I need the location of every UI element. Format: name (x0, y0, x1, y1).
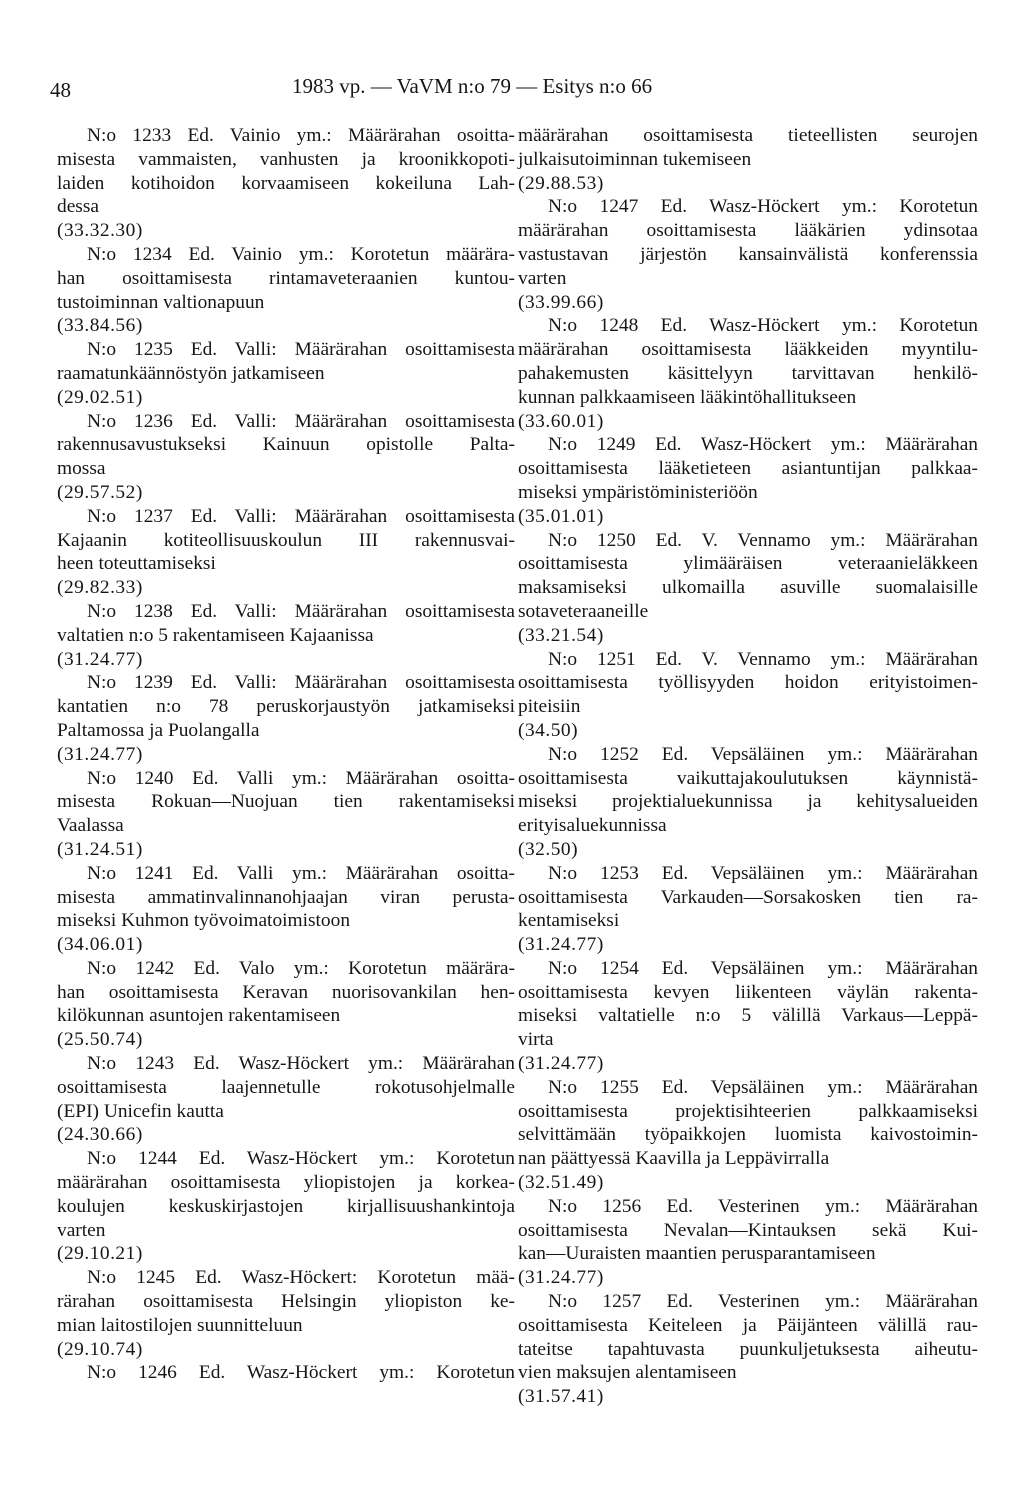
budget-reference-line: (31.24.77) (57, 648, 143, 670)
text-line: kantatien n:o 78 peruskorjaustyön jatkamiseksi (57, 696, 515, 718)
running-head: 1983 vp. — VaVM n:o 79 — Esitys n:o 66 (292, 74, 653, 98)
text-line: han osoittamisesta rintamaveteraanien kuntou- (57, 267, 515, 289)
text-line: rärahan osoittamisesta Helsingin yliopiston ke- (57, 1291, 515, 1313)
text-line: osoittamisesta lääketieteen asiantuntijan palkkaa- (518, 458, 978, 480)
text-line: nan päättyessä Kaavilla ja Leppävirralla (518, 1148, 830, 1170)
budget-reference-line: (29.10.21) (57, 1243, 143, 1265)
text-line: sotaveteraaneille (518, 600, 649, 622)
text-line: varten (518, 267, 567, 289)
text-line: misesta vammaisten, vanhusten ja kroonikkopoti- (57, 148, 515, 170)
text-line: osoittamisesta kevyen liikenteen väylän rakenta- (518, 981, 978, 1003)
left-column (57, 124, 515, 1385)
budget-reference-line: (31.24.77) (57, 743, 143, 765)
text-line: N:o 1240 Ed. Valli ym.: Määrärahan osoitta- (87, 767, 515, 789)
text-line: kentamiseksi (518, 910, 620, 932)
budget-reference-line: (33.21.54) (518, 624, 604, 646)
text-line: heen toteuttamiseksi (57, 553, 216, 575)
text-line: N:o 1255 Ed. Vepsäläinen ym.: Määrärahan (548, 1076, 978, 1098)
right-column (518, 124, 978, 1409)
text-line: kilökunnan asuntojen rakentamiseen (57, 1005, 341, 1027)
budget-reference-line: (33.99.66) (518, 291, 604, 313)
text-line: tustoiminnan valtionapuun (57, 291, 265, 313)
budget-reference-line: (29.82.33) (57, 577, 143, 599)
budget-reference-line: (33.32.30) (57, 220, 143, 242)
text-line: vien maksujen alentamiseen (518, 1362, 737, 1384)
text-line: miseksi valtatielle n:o 5 välillä Varkaus—Leppä- (518, 1005, 978, 1027)
text-line: N:o 1247 Ed. Wasz-Höckert ym.: Korotetun (548, 196, 978, 218)
text-line: kunnan palkkaamiseen lääkintöhallitukseen (518, 386, 857, 408)
text-line: misesta ammatinvalinnanohjaajan viran perusta- (57, 886, 515, 908)
text-line: kan—Uuraisten maantien perusparantamiseen (518, 1243, 876, 1265)
page-number: 48 (50, 78, 71, 102)
budget-reference-line: (33.60.01) (518, 410, 604, 432)
text-line: N:o 1249 Ed. Wasz-Höckert ym.: Määrärahan (548, 434, 978, 456)
text-line: N:o 1252 Ed. Vepsäläinen ym.: Määrärahan (548, 743, 978, 765)
text-line: N:o 1235 Ed. Valli: Määrärahan osoittamisesta (87, 339, 515, 361)
text-line: vastustavan järjestön kansainvälistä konferenssia (518, 243, 978, 265)
text-line: N:o 1250 Ed. V. Vennamo ym.: Määrärahan (548, 529, 978, 551)
budget-reference-line: (31.57.41) (518, 1386, 604, 1408)
budget-reference-line: (31.24.51) (57, 838, 143, 860)
text-line: rakennusavustukseksi Kainuun opistolle Palta- (57, 434, 515, 456)
text-line: N:o 1239 Ed. Valli: Määrärahan osoittamisesta (87, 672, 515, 694)
text-line: osoittamisesta työllisyyden hoidon erityistoimen- (518, 672, 978, 694)
text-line: miseksi Kuhmon työvoimatoimistoon (57, 910, 351, 932)
text-line: määrärahan osoittamisesta lääkärien ydinsotaa (518, 220, 978, 242)
budget-reference-line: (31.24.77) (518, 1267, 604, 1289)
budget-reference-line: (31.24.77) (518, 1053, 604, 1075)
text-line: tateitse tapahtuvasta puunkuljetuksesta aiheutu- (518, 1338, 978, 1360)
text-line: N:o 1245 Ed. Wasz-Höckert: Korotetun mää- (87, 1267, 515, 1289)
text-line: maksamiseksi ulkomailla asuville suomalaisille (518, 577, 978, 599)
text-line: miseksi projektialuekunnissa ja kehitysalueiden (518, 791, 978, 813)
budget-reference-line: (24.30.66) (57, 1124, 143, 1146)
text-line: N:o 1237 Ed. Valli: Määrärahan osoittamisesta (87, 505, 515, 527)
text-line: N:o 1246 Ed. Wasz-Höckert ym.: Korotetun (87, 1362, 515, 1384)
text-line: piteisiin (518, 696, 581, 718)
text-line: osoittamisesta vaikuttajakoulutuksen käynnistä- (518, 767, 978, 789)
text-line: valtatien n:o 5 rakentamiseen Kajaanissa (57, 624, 374, 646)
budget-reference-line: (29.88.53) (518, 172, 604, 194)
text-line: raamatunkäännöstyön jatkamiseen (57, 362, 325, 384)
text-line: N:o 1241 Ed. Valli ym.: Määrärahan osoitta- (87, 862, 515, 884)
budget-reference-line: (35.01.01) (518, 505, 604, 527)
text-line: Paltamossa ja Puolangalla (57, 719, 260, 741)
text-line: N:o 1238 Ed. Valli: Määrärahan osoittamisesta (87, 600, 515, 622)
text-line: mian laitostilojen suunnitteluun (57, 1314, 303, 1336)
text-line: N:o 1254 Ed. Vepsäläinen ym.: Määrärahan (548, 957, 978, 979)
text-line: N:o 1256 Ed. Vesterinen ym.: Määrärahan (548, 1195, 978, 1217)
budget-reference-line: (34.06.01) (57, 934, 143, 956)
budget-reference-line: (31.24.77) (518, 934, 604, 956)
text-line: osoittamisesta Keiteleen ja Päijänteen välillä rau- (518, 1314, 978, 1336)
budget-reference-line: (29.02.51) (57, 386, 143, 408)
budget-reference-line: (29.57.52) (57, 481, 143, 503)
text-line: N:o 1248 Ed. Wasz-Höckert ym.: Korotetun (548, 315, 978, 337)
budget-reference-line: (32.50) (518, 838, 579, 860)
text-line: pahakemusten käsittelyyn tarvittavan henkilö- (518, 362, 978, 384)
text-line: varten (57, 1219, 106, 1241)
text-line: N:o 1253 Ed. Vepsäläinen ym.: Määrärahan (548, 862, 978, 884)
text-line: N:o 1234 Ed. Vainio ym.: Korotetun määrära- (87, 243, 515, 265)
budget-reference-line: (33.84.56) (57, 315, 143, 337)
budget-reference-line: (34.50) (518, 719, 579, 741)
text-line: osoittamisesta ylimääräisen veteraanieläkkeen (518, 553, 978, 575)
budget-reference-line: (25.50.74) (57, 1029, 143, 1051)
text-line: N:o 1243 Ed. Wasz-Höckert ym.: Määrärahan (87, 1053, 515, 1075)
text-line: julkaisutoiminnan tukemiseen (518, 148, 752, 170)
text-line: N:o 1244 Ed. Wasz-Höckert ym.: Korotetun (87, 1148, 515, 1170)
text-line: N:o 1257 Ed. Vesterinen ym.: Määrärahan (548, 1291, 978, 1313)
text-line: erityisaluekunnissa (518, 815, 667, 837)
text-line: osoittamisesta laajennetulle rokotusohjelmalle (57, 1076, 515, 1098)
text-line: mossa (57, 458, 106, 480)
text-line: virta (518, 1029, 554, 1051)
text-line: dessa (57, 196, 100, 218)
text-line: N:o 1251 Ed. V. Vennamo ym.: Määrärahan (548, 648, 978, 670)
text-line: (EPI) Unicefin kautta (57, 1100, 224, 1122)
text-line: määrärahan osoittamisesta lääkkeiden myyntilu- (518, 339, 978, 361)
text-line: N:o 1233 Ed. Vainio ym.: Määrärahan osoitta- (87, 125, 515, 146)
text-line: misesta Rokuan—Nuojuan tien rakentamiseksi (57, 791, 515, 813)
text-line: Vaalassa (57, 815, 124, 837)
text-line: Kajaanin kotiteollisuuskoulun III rakennusvai- (57, 529, 515, 551)
text-line: määrärahan osoittamisesta tieteellisten seurojen (518, 125, 978, 146)
budget-reference-line: (29.10.74) (57, 1338, 143, 1360)
text-line: koulujen keskuskirjastojen kirjallisuushankintoja (57, 1195, 515, 1217)
text-line: miseksi ympäristöministeriöön (518, 481, 758, 503)
budget-reference-line: (32.51.49) (518, 1172, 604, 1194)
text-line: N:o 1242 Ed. Valo ym.: Korotetun määrära- (87, 957, 515, 979)
text-line: osoittamisesta Varkauden—Sorsakosken tien ra- (518, 886, 978, 908)
text-line: määrärahan osoittamisesta yliopistojen ja korkea- (57, 1172, 515, 1194)
text-line: han osoittamisesta Keravan nuorisovankilan hen- (57, 981, 515, 1003)
text-line: selvittämään työpaikkojen luomista kaivostoimin- (518, 1124, 978, 1146)
text-line: laiden kotihoidon korvaamiseen kokeiluna Lah- (57, 172, 515, 194)
text-line: osoittamisesta Nevalan—Kintauksen sekä Kui- (518, 1219, 978, 1241)
text-line: osoittamisesta projektisihteerien palkkaamiseksi (518, 1100, 978, 1122)
text-line: N:o 1236 Ed. Valli: Määrärahan osoittamisesta (87, 410, 515, 432)
